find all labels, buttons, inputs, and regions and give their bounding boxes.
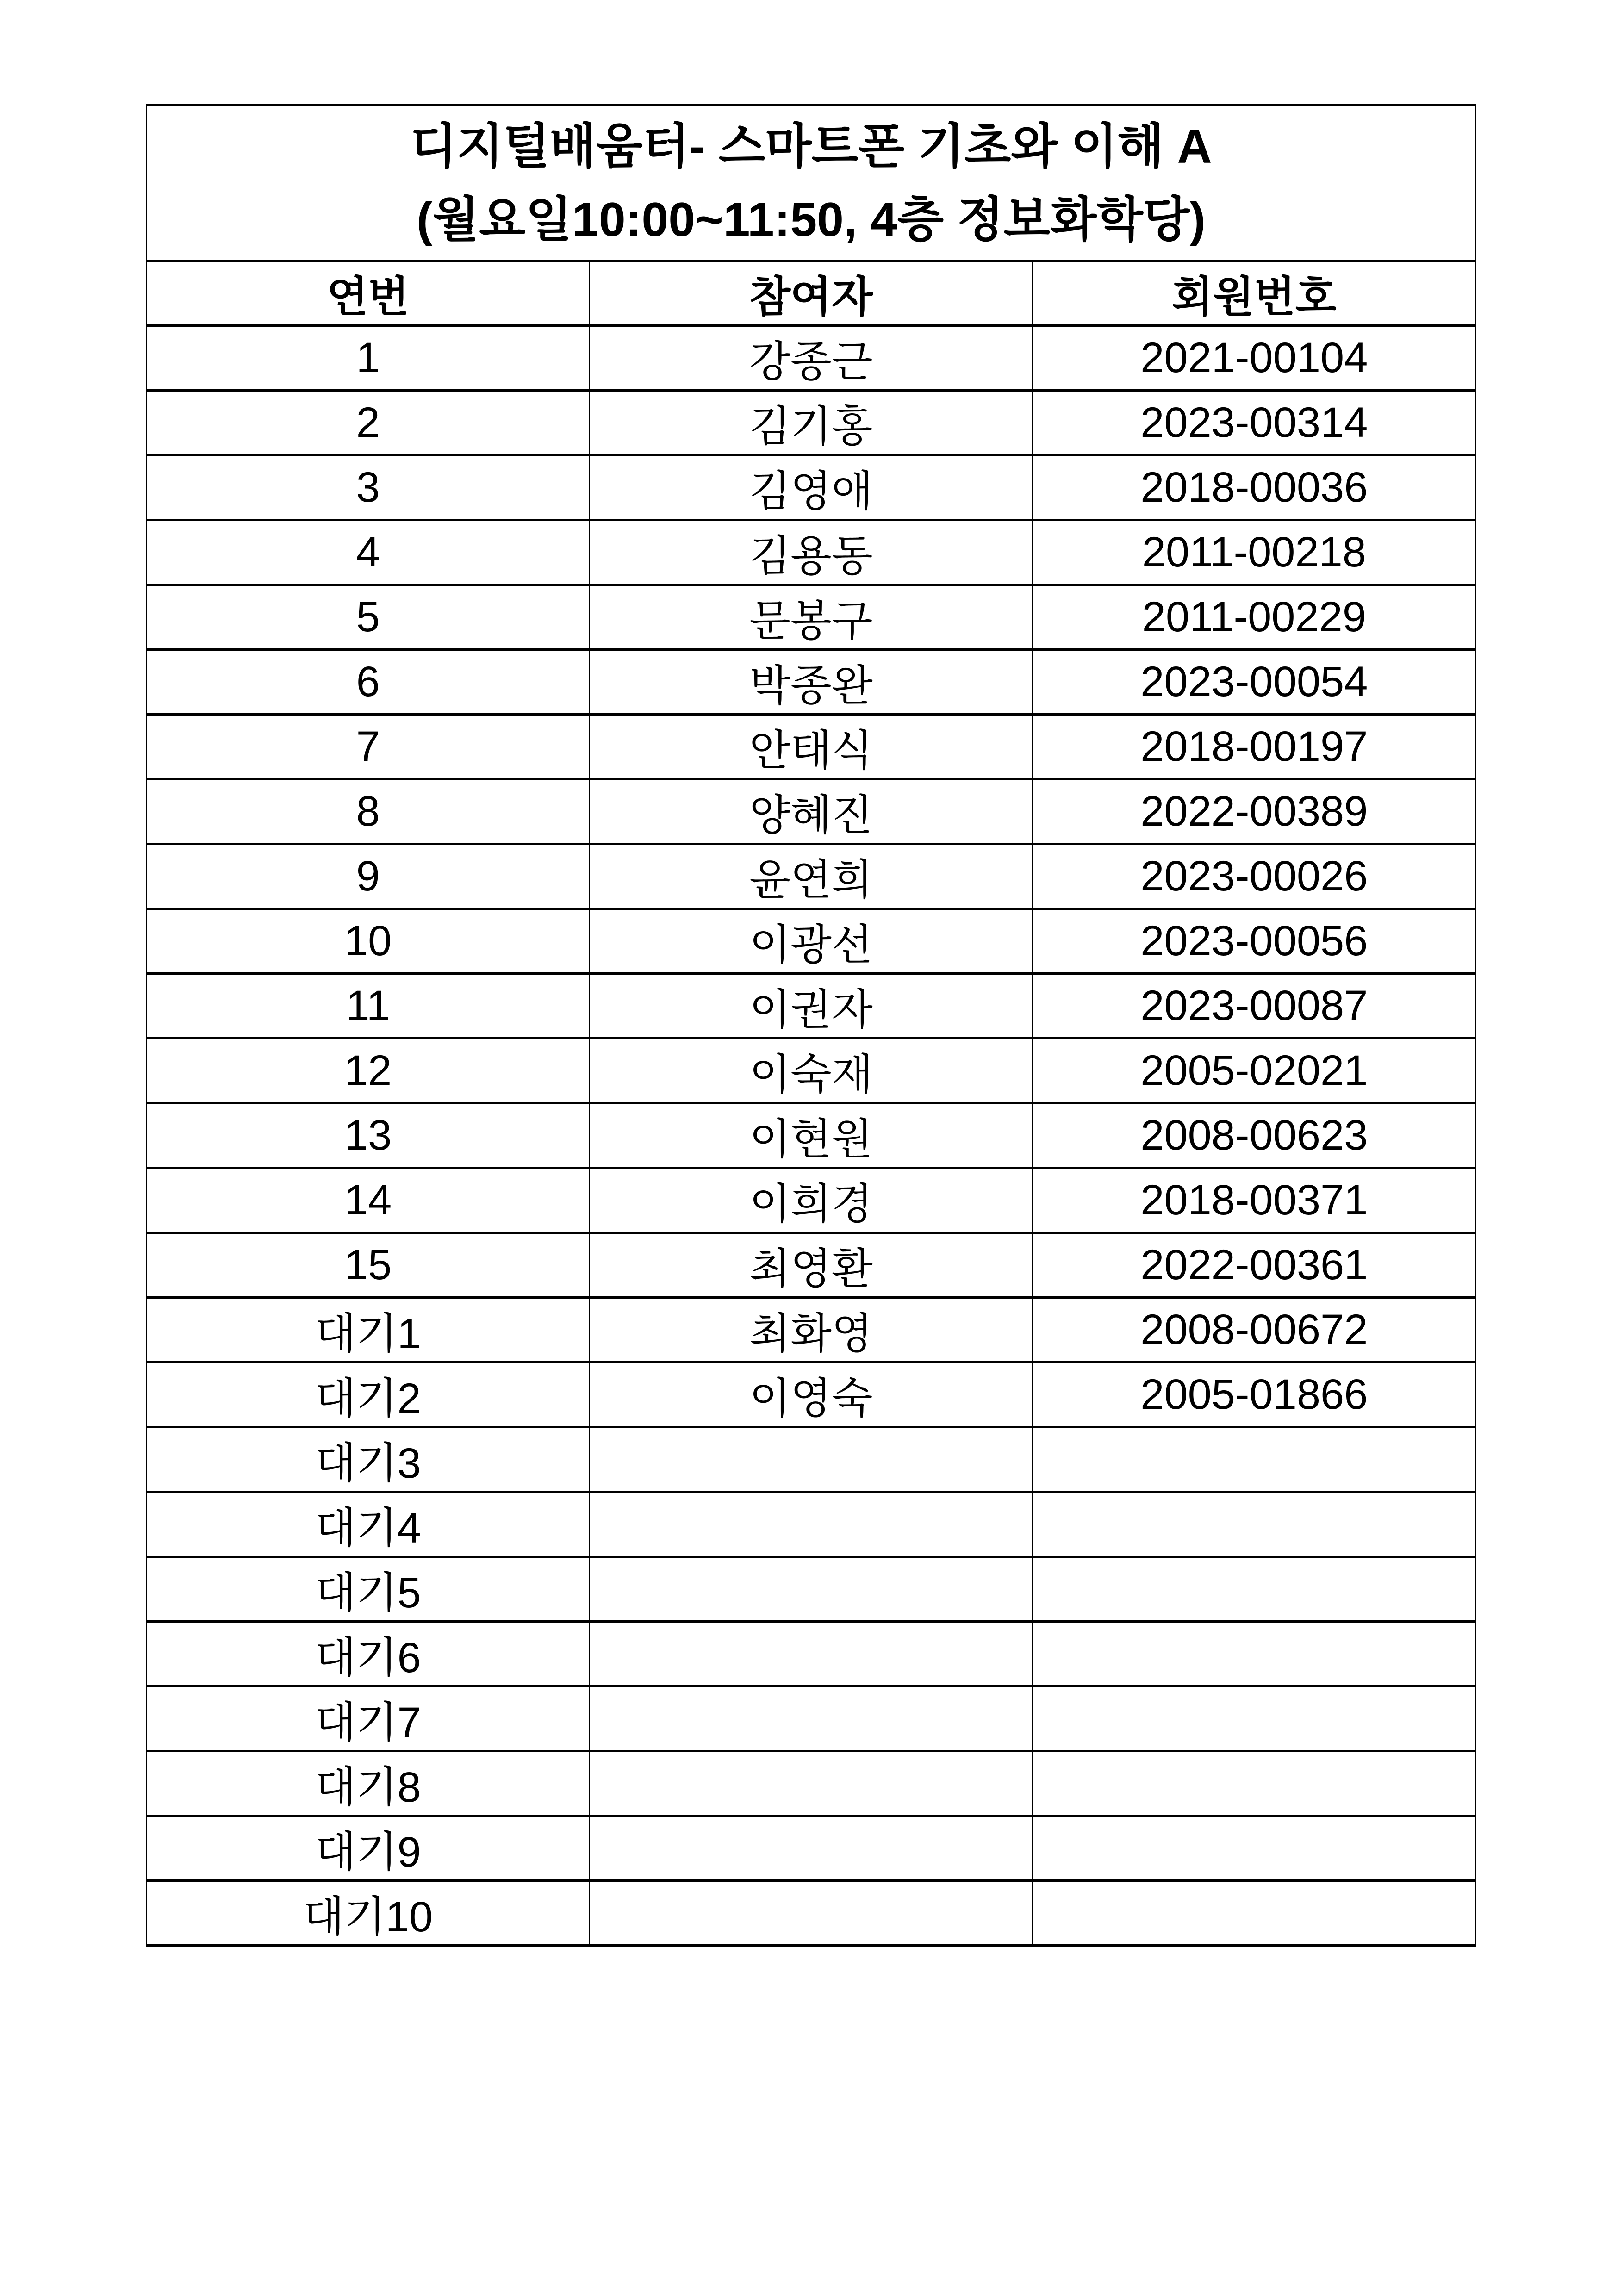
row-number-cell: 대기9 xyxy=(147,1816,590,1881)
row-number-cell: 2 xyxy=(147,391,590,455)
member-id-cell xyxy=(1033,1427,1475,1492)
participant-name-cell: 이영숙 xyxy=(590,1363,1033,1427)
member-id-cell: 2018-00036 xyxy=(1033,455,1475,520)
member-id-cell xyxy=(1033,1816,1475,1881)
participant-name-cell: 이권자 xyxy=(590,974,1033,1039)
participant-name-cell xyxy=(590,1816,1033,1881)
member-id-cell xyxy=(1033,1881,1475,1946)
member-id-cell: 2023-00314 xyxy=(1033,391,1475,455)
row-number-cell: 10 xyxy=(147,909,590,974)
row-number-cell: 12 xyxy=(147,1039,590,1103)
row-number-cell: 9 xyxy=(147,844,590,909)
participant-name-cell: 안태식 xyxy=(590,715,1033,779)
participant-name-cell: 박종완 xyxy=(590,650,1033,715)
row-number-cell: 7 xyxy=(147,715,590,779)
row-number-cell: 1 xyxy=(147,326,590,391)
member-id-cell xyxy=(1033,1622,1475,1686)
table-row xyxy=(147,326,1476,391)
table-row xyxy=(147,1298,1476,1363)
participant-rows xyxy=(147,326,1476,1946)
table-row xyxy=(147,1816,1476,1881)
member-id-cell: 2018-00371 xyxy=(1033,1168,1475,1233)
column-header-participant: 참여자 xyxy=(590,261,1033,326)
participant-name-cell: 최영환 xyxy=(590,1233,1033,1298)
participant-name-cell: 이광선 xyxy=(590,909,1033,974)
table-row xyxy=(147,715,1476,779)
table-row xyxy=(147,779,1476,844)
column-header-number: 연번 xyxy=(147,261,590,326)
participant-name-cell xyxy=(590,1686,1033,1751)
table-row xyxy=(147,1751,1476,1816)
row-number-cell: 대기1 xyxy=(147,1298,590,1363)
member-id-cell: 2021-00104 xyxy=(1033,326,1475,391)
member-id-cell: 2008-00623 xyxy=(1033,1103,1475,1168)
table-row xyxy=(147,1363,1476,1427)
member-id-cell: 2011-00229 xyxy=(1033,585,1475,650)
participant-name-cell: 강종근 xyxy=(590,326,1033,391)
title-line-2: (월요일10:00~11:50, 4층 정보화학당) xyxy=(417,193,1206,247)
row-number-cell: 대기5 xyxy=(147,1557,590,1622)
member-id-cell: 2011-00218 xyxy=(1033,520,1475,585)
participant-name-cell: 김용동 xyxy=(590,520,1033,585)
table-row xyxy=(147,585,1476,650)
table-row xyxy=(147,844,1476,909)
member-id-cell: 2008-00672 xyxy=(1033,1298,1475,1363)
table-row xyxy=(147,1039,1476,1103)
member-id-cell xyxy=(1033,1492,1475,1557)
member-id-cell: 2023-00056 xyxy=(1033,909,1475,974)
member-id-cell: 2023-00054 xyxy=(1033,650,1475,715)
row-number-cell: 14 xyxy=(147,1168,590,1233)
participant-name-cell xyxy=(590,1622,1033,1686)
participant-name-cell: 이숙재 xyxy=(590,1039,1033,1103)
row-number-cell: 대기8 xyxy=(147,1751,590,1816)
table-row xyxy=(147,1103,1476,1168)
table-row xyxy=(147,909,1476,974)
member-id-cell: 2022-00389 xyxy=(1033,779,1475,844)
title-row xyxy=(147,106,1476,261)
participant-name-cell xyxy=(590,1492,1033,1557)
participant-name-cell: 이희경 xyxy=(590,1168,1033,1233)
table-row xyxy=(147,1557,1476,1622)
participant-name-cell: 김기홍 xyxy=(590,391,1033,455)
participant-name-cell: 양혜진 xyxy=(590,779,1033,844)
participant-name-cell xyxy=(590,1881,1033,1946)
row-number-cell: 8 xyxy=(147,779,590,844)
row-number-cell: 대기6 xyxy=(147,1622,590,1686)
participant-name-cell: 최화영 xyxy=(590,1298,1033,1363)
row-number-cell: 5 xyxy=(147,585,590,650)
attendance-sheet xyxy=(146,104,1476,1947)
participant-name-cell xyxy=(590,1751,1033,1816)
participant-name-cell xyxy=(590,1427,1033,1492)
row-number-cell: 13 xyxy=(147,1103,590,1168)
row-number-cell: 15 xyxy=(147,1233,590,1298)
table-row xyxy=(147,391,1476,455)
member-id-cell xyxy=(1033,1557,1475,1622)
table-row xyxy=(147,650,1476,715)
row-number-cell: 대기7 xyxy=(147,1686,590,1751)
member-id-cell: 2018-00197 xyxy=(1033,715,1475,779)
member-id-cell: 2005-01866 xyxy=(1033,1363,1475,1427)
table-row xyxy=(147,455,1476,520)
row-number-cell: 대기10 xyxy=(147,1881,590,1946)
participant-name-cell: 김영애 xyxy=(590,455,1033,520)
row-number-cell: 대기3 xyxy=(147,1427,590,1492)
row-number-cell: 11 xyxy=(147,974,590,1039)
title-line-1: 디지털배움터- 스마트폰 기초와 이해 A xyxy=(410,120,1212,174)
member-id-cell xyxy=(1033,1686,1475,1751)
member-id-cell: 2023-00026 xyxy=(1033,844,1475,909)
member-id-cell: 2023-00087 xyxy=(1033,974,1475,1039)
table-row xyxy=(147,1686,1476,1751)
header-row xyxy=(147,261,1476,326)
table-row xyxy=(147,1233,1476,1298)
table-row xyxy=(147,974,1476,1039)
attendance-table xyxy=(146,104,1476,1947)
table-row xyxy=(147,1492,1476,1557)
row-number-cell: 3 xyxy=(147,455,590,520)
row-number-cell: 대기2 xyxy=(147,1363,590,1427)
participant-name-cell: 윤연희 xyxy=(590,844,1033,909)
table-row xyxy=(147,520,1476,585)
table-row xyxy=(147,1427,1476,1492)
member-id-cell xyxy=(1033,1751,1475,1816)
row-number-cell: 대기4 xyxy=(147,1492,590,1557)
table-row xyxy=(147,1881,1476,1946)
member-id-cell: 2005-02021 xyxy=(1033,1039,1475,1103)
row-number-cell: 6 xyxy=(147,650,590,715)
member-id-cell: 2022-00361 xyxy=(1033,1233,1475,1298)
participant-name-cell: 문봉구 xyxy=(590,585,1033,650)
table-row xyxy=(147,1622,1476,1686)
row-number-cell: 4 xyxy=(147,520,590,585)
table-row xyxy=(147,1168,1476,1233)
participant-name-cell: 이현원 xyxy=(590,1103,1033,1168)
table-title xyxy=(147,106,1476,261)
column-header-member-id: 회원번호 xyxy=(1033,261,1475,326)
participant-name-cell xyxy=(590,1557,1033,1622)
